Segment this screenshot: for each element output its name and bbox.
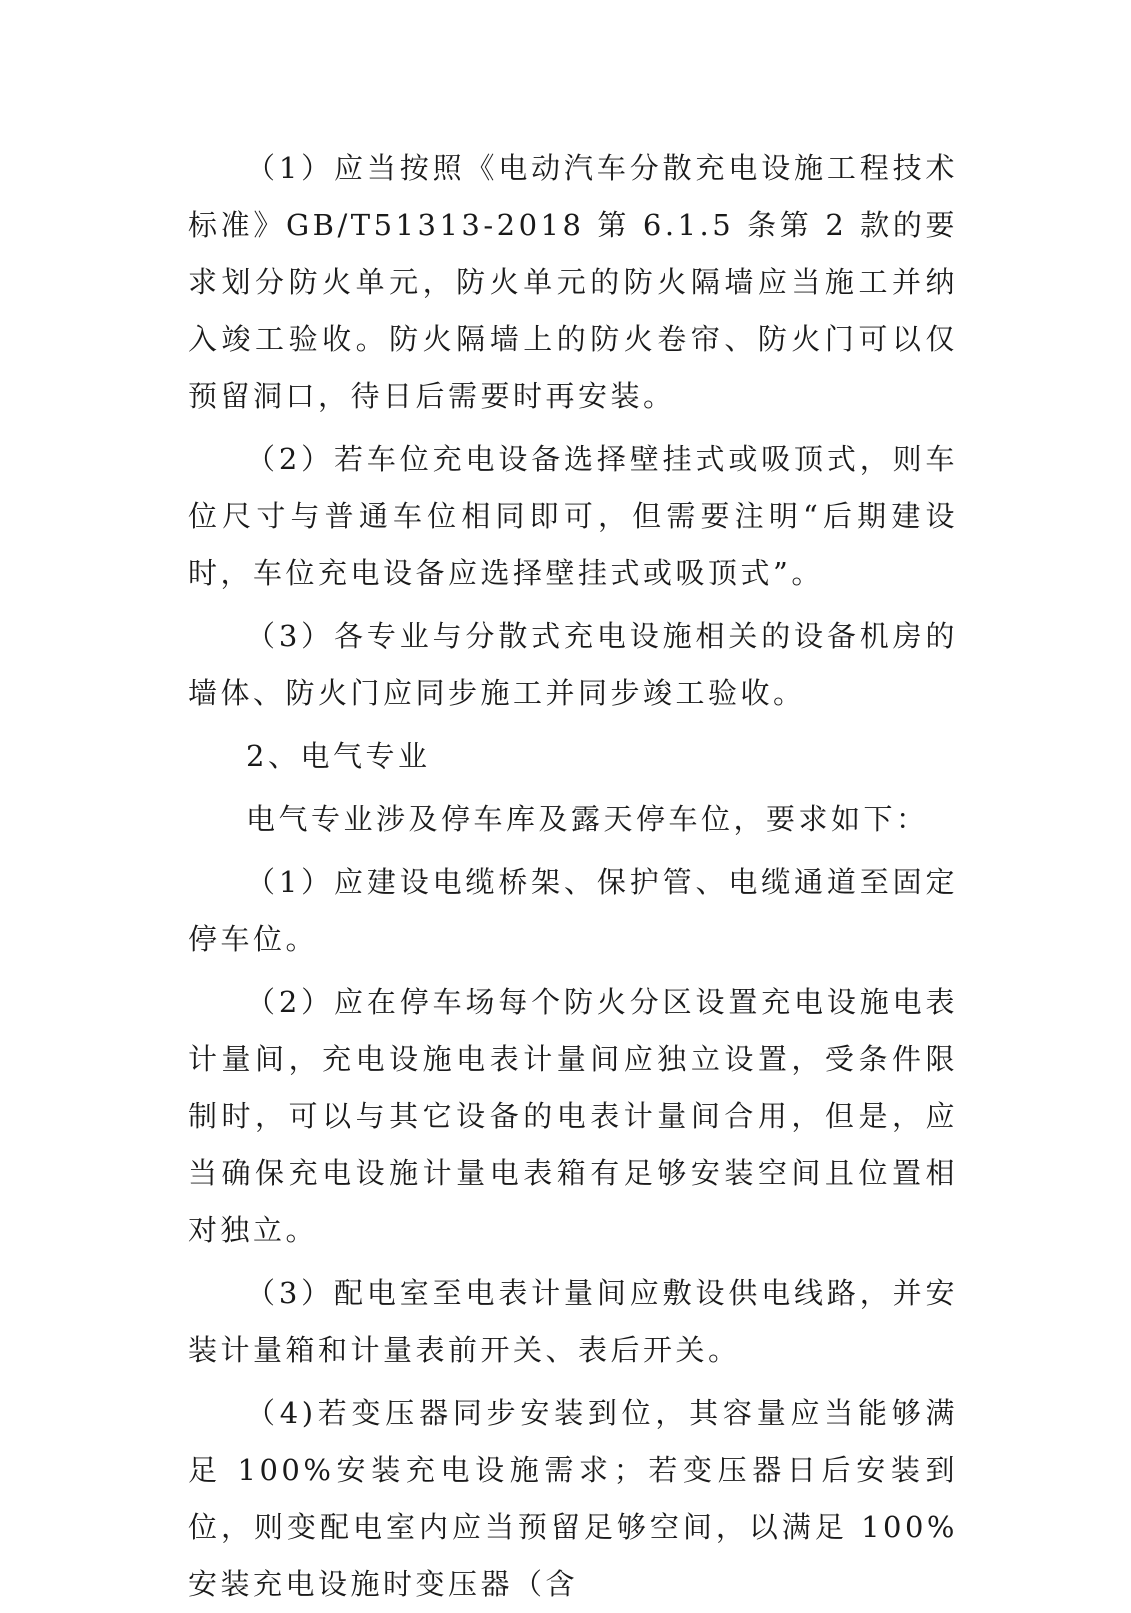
paragraph-equipment-room: （3）各专业与分散式充电设施相关的设备机房的墙体、防火门应同步施工并同步竣工验收。 [188, 619, 958, 710]
paragraph-fire-unit: （1）应当按照《电动汽车分散充电设施工程技术标准》GB/T51313-2018 第 6.1.5 条第 2 款的要求划分防火单元，防火单元的防火隔墙应当施工并纳入竣工验收。防火隔墙上的防火卷帘、防火门可以仅预留洞口，待日后需要时再安装。 [188, 151, 958, 413]
paragraph-electrical-intro: 电气专业涉及停车库及露天停车位，要求如下： [246, 802, 929, 836]
paragraph-meter-room: （2）应在停车场每个防火分区设置充电设施电表计量间，充电设施电表计量间应独立设置，受条件限制时，可以与其它设备的电表计量间合用，但是，应当确保充电设施计量电表箱有足够安装空间且位置相对独立。 [188, 985, 958, 1247]
paragraph-transformer: （4)若变压器同步安装到位，其容量应当能够满足 100%安装充电设施需求；若变压器日后安装到位，则变配电室内应当预留足够空间，以满足 100%安装充电设施时变压器（含 [188, 1396, 958, 1601]
document-body [188, 140, 958, 1613]
paragraph-charging-mount: （2）若车位充电设备选择壁挂式或吸顶式，则车位尺寸与普通车位相同即可，但需要注明“后期建设时，车位充电设备应选择壁挂式或吸顶式”。 [188, 442, 958, 590]
paragraph-cable-tray: （1）应建设电缆桥架、保护管、电缆通道至固定停车位。 [188, 865, 958, 956]
section-heading-electrical: 2、电气专业 [246, 739, 431, 773]
paragraph-power-line: （3）配电室至电表计量间应敷设供电线路，并安装计量箱和计量表前开关、表后开关。 [188, 1276, 958, 1367]
